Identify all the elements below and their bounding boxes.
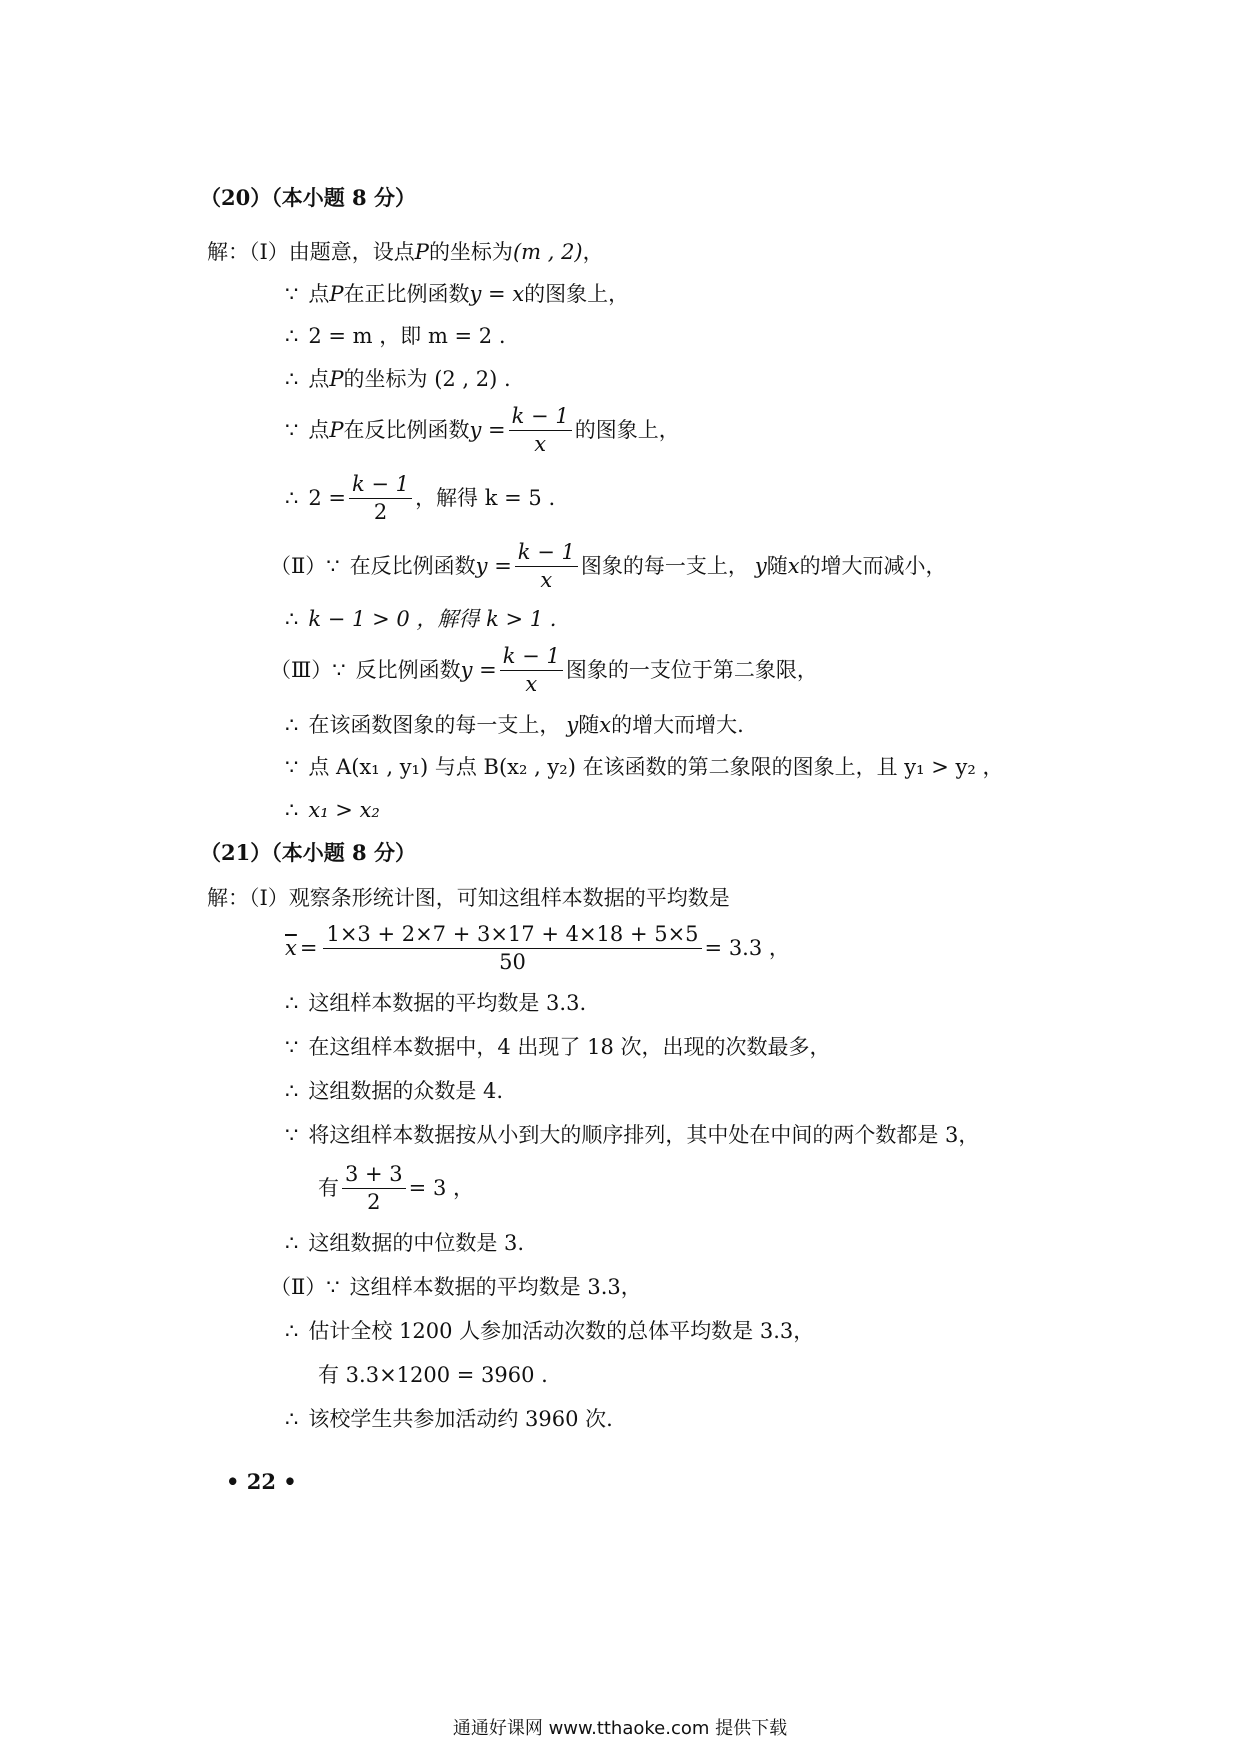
q20-l7-lhs: y = <box>475 554 512 578</box>
fraction-denominator: x <box>534 431 547 456</box>
q21-line-4 <box>285 1032 830 1062</box>
q21-line-7 <box>318 1158 474 1218</box>
q20-l2-text-a: 点 <box>308 282 330 306</box>
q21-l8-text: 这组数据的中位数是 3. <box>308 1231 525 1255</box>
therefore-symbol: ∴ <box>285 1319 299 1343</box>
q20-l10-text-e: 的增大而增大. <box>611 713 744 737</box>
q21-l2-result: = 3.3 ， <box>704 936 790 960</box>
q20-l7-text-b: 在反比例函数 <box>349 554 476 578</box>
q20-l9-text-d: 图象的一支位于第二象限， <box>565 658 818 682</box>
because-symbol: ∵ <box>285 418 299 442</box>
q21-line-9 <box>270 1272 642 1302</box>
because-symbol: ∵ <box>285 755 299 779</box>
q20-l9-lhs: y = <box>460 658 497 682</box>
therefore-symbol: ∴ <box>285 324 299 348</box>
q20-l7-text-d: 图象的每一支上， <box>580 554 749 578</box>
because-symbol: ∵ <box>326 554 340 578</box>
because-symbol: ∵ <box>285 282 299 306</box>
q21-line-12 <box>285 1404 613 1434</box>
therefore-symbol: ∴ <box>285 486 299 510</box>
q20-l9-text-b: 反比例函数 <box>355 658 461 682</box>
q20-l6-fraction <box>349 472 412 523</box>
q21-l5-text: 这组数据的众数是 4. <box>308 1079 504 1103</box>
q20-l1-text-e: ， <box>582 240 604 264</box>
q20-l5-fraction <box>509 404 572 455</box>
q21-line-11 <box>318 1360 548 1390</box>
q20-l5-lhs: y = <box>469 418 506 442</box>
fraction-numerator: k − 1 <box>509 404 572 430</box>
q20-l5-text-a: 点 <box>308 418 330 442</box>
q20-l7-text-h: 的增大而减小， <box>799 554 947 578</box>
q20-line-5 <box>285 400 680 460</box>
q20-l2-formula: y = x <box>469 282 525 306</box>
q20-l9-part-label: （Ⅲ） <box>270 658 333 682</box>
fraction-numerator: k − 1 <box>515 540 578 566</box>
therefore-symbol: ∴ <box>285 1079 299 1103</box>
q20-line-9 <box>270 640 818 700</box>
q20-l1-var-p: P <box>414 240 429 264</box>
q21-line-3 <box>285 988 586 1018</box>
q20-l7-text-f: 随 <box>766 554 788 578</box>
therefore-symbol: ∴ <box>285 607 299 631</box>
q20-l5-var-p: P <box>329 418 344 442</box>
q20-l1-coord: (m , 2) <box>512 240 583 264</box>
q20-l4-text-a: 点 <box>308 367 330 391</box>
q21-l11-text: 有 3.3×1200 = 3960 . <box>318 1363 548 1387</box>
because-symbol: ∵ <box>285 1123 299 1147</box>
q20-l2-var-p: P <box>329 282 344 306</box>
q20-header <box>200 183 416 213</box>
fraction-denominator: x <box>540 567 553 592</box>
q21-line-1 <box>207 883 730 913</box>
q20-l9-fraction <box>500 644 563 695</box>
fraction-numerator: k − 1 <box>349 472 412 498</box>
q20-l10-text-a: 在该函数图象的每一支上， <box>308 713 561 737</box>
because-symbol: ∵ <box>332 658 346 682</box>
q21-l6-text: 将这组样本数据按从小到大的顺序排列，其中处在中间的两个数都是 3， <box>308 1123 980 1147</box>
q20-l1-text-c: 的坐标为 <box>428 240 513 264</box>
q21-l10-text: 估计全校 1200 人参加活动次数的总体平均数是 3.3， <box>308 1319 815 1343</box>
q21-l3-text: 这组样本数据的平均数是 3.3. <box>308 991 587 1015</box>
therefore-symbol: ∴ <box>285 991 299 1015</box>
q20-l1-text-a: 解：（Ⅰ）由题意，设点 <box>207 240 415 264</box>
q21-mean-fraction <box>323 922 701 973</box>
q20-l4-text-c: 的坐标为 (2 , 2) . <box>343 367 511 391</box>
q20-l4-var-p: P <box>329 367 344 391</box>
q20-l7-var-x: x <box>787 554 800 578</box>
q21-l2-equals: = <box>299 936 318 960</box>
q20-l5-text-c: 在反比例函数 <box>343 418 470 442</box>
q20-line-4 <box>285 364 511 394</box>
because-symbol: ∵ <box>285 1035 299 1059</box>
q20-line-10 <box>285 710 744 740</box>
q20-line-8 <box>285 604 556 634</box>
fraction-numerator: k − 1 <box>500 644 563 670</box>
q20-l7-var-y: y <box>754 554 767 578</box>
q20-l2-text-c: 在正比例函数 <box>343 282 470 306</box>
q20-l10-var-y: y <box>566 713 579 737</box>
fraction-numerator: 3 + 3 <box>342 1162 406 1188</box>
q20-l6-text-a: 2 = <box>308 486 347 510</box>
q20-l8-text: k − 1 > 0 ，解得 k > 1 . <box>308 607 557 631</box>
therefore-symbol: ∴ <box>285 367 299 391</box>
page-number-text: • 22 • <box>226 1469 297 1494</box>
q20-l7-fraction <box>515 540 578 591</box>
q21-l9-text-b: 这组样本数据的平均数是 3.3， <box>349 1275 642 1299</box>
q21-line-2 <box>285 918 790 978</box>
q21-line-6 <box>285 1120 979 1150</box>
q20-line-11 <box>285 752 1003 782</box>
q20-line-2 <box>285 279 629 309</box>
q21-l4-text: 在这组样本数据中，4 出现了 18 次，出现的次数最多， <box>308 1035 831 1059</box>
q21-l12-text: 该校学生共参加活动约 3960 次. <box>308 1407 613 1431</box>
q20-l3-text: 2 = m ，即 m = 2 . <box>308 324 506 348</box>
q21-line-5 <box>285 1076 503 1106</box>
q20-line-3 <box>285 321 506 351</box>
q20-line-6 <box>285 468 555 528</box>
q20-line-1 <box>207 237 604 267</box>
q20-l6-text-b: ，解得 k = 5 . <box>415 486 556 510</box>
q20-l10-var-x: x <box>599 713 612 737</box>
q20-l11-text: 点 A(x₁ , y₁) 与点 B(x₂ , y₂) 在该函数的第二象限的图象上，且 y₁ > y₂ ， <box>308 755 1004 779</box>
q21-l9-part-label: （Ⅱ） <box>270 1275 327 1299</box>
because-symbol: ∵ <box>326 1275 340 1299</box>
q20-l12-text: x₁ > x₂ <box>308 798 380 822</box>
footer-text: 通通好课网 www.tthaoke.com 提供下载 <box>452 1718 788 1739</box>
page-number <box>226 1467 297 1497</box>
fraction-denominator: 50 <box>499 949 526 974</box>
q21-l7-text-b: = 3 ， <box>408 1176 474 1200</box>
q20-header-text: （20）（本小题 8 分） <box>200 185 416 210</box>
q21-line-8 <box>285 1228 524 1258</box>
fraction-numerator: 1×3 + 2×7 + 3×17 + 4×18 + 5×5 <box>323 922 701 948</box>
fraction-denominator: x <box>525 671 538 696</box>
fraction-denominator: 2 <box>373 499 388 524</box>
q21-line-10 <box>285 1316 814 1346</box>
q20-line-12 <box>285 795 380 825</box>
q20-l5-text-e: 的图象上， <box>574 418 680 442</box>
download-footer <box>0 1714 1240 1740</box>
q21-l1-text: 解：（Ⅰ）观察条形统计图，可知这组样本数据的平均数是 <box>207 886 730 910</box>
q21-mean-symbol: $\overline{x}$ <box>285 936 297 960</box>
q20-l10-text-c: 随 <box>578 713 600 737</box>
therefore-symbol: ∴ <box>285 713 299 737</box>
q20-line-7 <box>270 536 947 596</box>
q21-l7-text-a: 有 <box>318 1176 339 1200</box>
therefore-symbol: ∴ <box>285 1231 299 1255</box>
fraction-denominator: 2 <box>367 1189 381 1214</box>
q20-l7-part-label: （Ⅱ） <box>270 554 327 578</box>
q20-l2-text-e: 的图象上， <box>524 282 630 306</box>
q21-median-fraction <box>342 1162 406 1213</box>
therefore-symbol: ∴ <box>285 1407 299 1431</box>
therefore-symbol: ∴ <box>285 798 299 822</box>
q21-header-text: （21）（本小题 8 分） <box>200 840 416 865</box>
q21-header <box>200 838 416 868</box>
